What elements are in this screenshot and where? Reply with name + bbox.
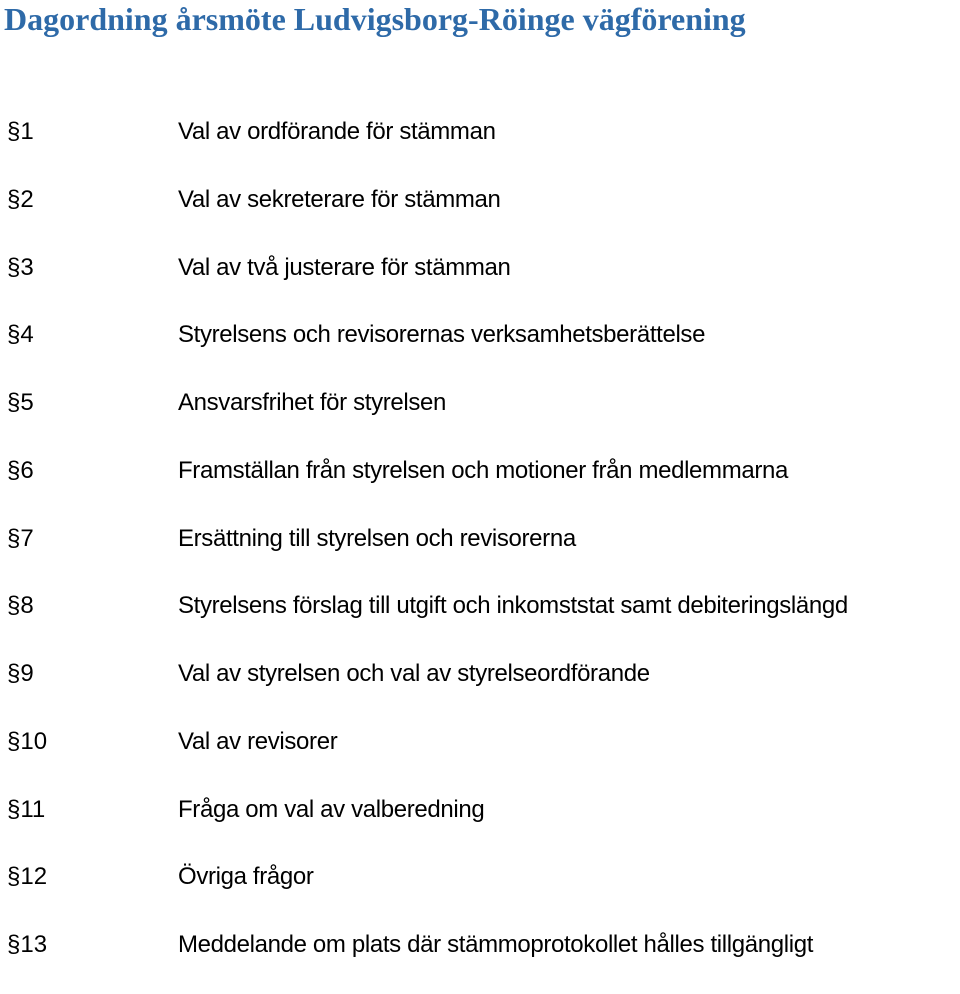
agenda-item [0, 655, 960, 723]
item-number: §3 [7, 253, 34, 281]
item-text: Val av styrelsen och val av styrelseordförande [178, 660, 650, 687]
item-number: §12 [7, 863, 48, 891]
agenda-item [0, 791, 960, 859]
item-text: Val av två justerare för stämman [178, 253, 511, 281]
item-text: Ansvarsfrihet för styrelsen [178, 389, 446, 416]
item-text: Ersättning till styrelsen och revisorerna [178, 524, 576, 552]
item-number: §4 [7, 321, 34, 349]
item-number: §5 [7, 389, 34, 416]
agenda-list [0, 113, 960, 994]
item-text: Fråga om val av valberedning [178, 795, 485, 823]
item-text: Meddelande om plats där stämmoprotokollet hålles tillgängligt [178, 931, 814, 958]
item-text: Val av sekreterare för stämman [178, 185, 501, 213]
item-number: §7 [7, 524, 34, 552]
item-number: §10 [7, 727, 48, 755]
agenda-item [0, 587, 960, 655]
agenda-item [0, 316, 960, 384]
agenda-item [0, 384, 960, 452]
item-number: §1 [7, 118, 34, 145]
agenda-item [0, 520, 960, 588]
item-number: §11 [7, 795, 46, 823]
item-text: Val av revisorer [178, 727, 338, 755]
page-title: Dagordning årsmöte Ludvigsborg-Röinge vägförening [4, 1, 746, 37]
agenda-item [0, 452, 960, 520]
item-text: Styrelsens förslag till utgift och inkomststat samt debiteringslängd [178, 592, 848, 620]
agenda-item [0, 723, 960, 791]
item-text: Styrelsens och revisorernas verksamhetsberättelse [178, 321, 706, 349]
item-text: Övriga frågor [178, 863, 314, 891]
item-text: Val av ordförande för stämman [178, 118, 496, 145]
item-number: §6 [7, 456, 34, 484]
item-number: §2 [7, 185, 34, 213]
agenda-item [0, 858, 960, 926]
agenda-item [0, 249, 960, 317]
agenda-item [0, 113, 960, 181]
item-number: §9 [7, 660, 34, 687]
item-text: Framställan från styrelsen och motioner från medlemmarna [178, 456, 788, 484]
item-number: §8 [7, 592, 34, 620]
item-number: §13 [7, 931, 48, 958]
agenda-item [0, 181, 960, 249]
